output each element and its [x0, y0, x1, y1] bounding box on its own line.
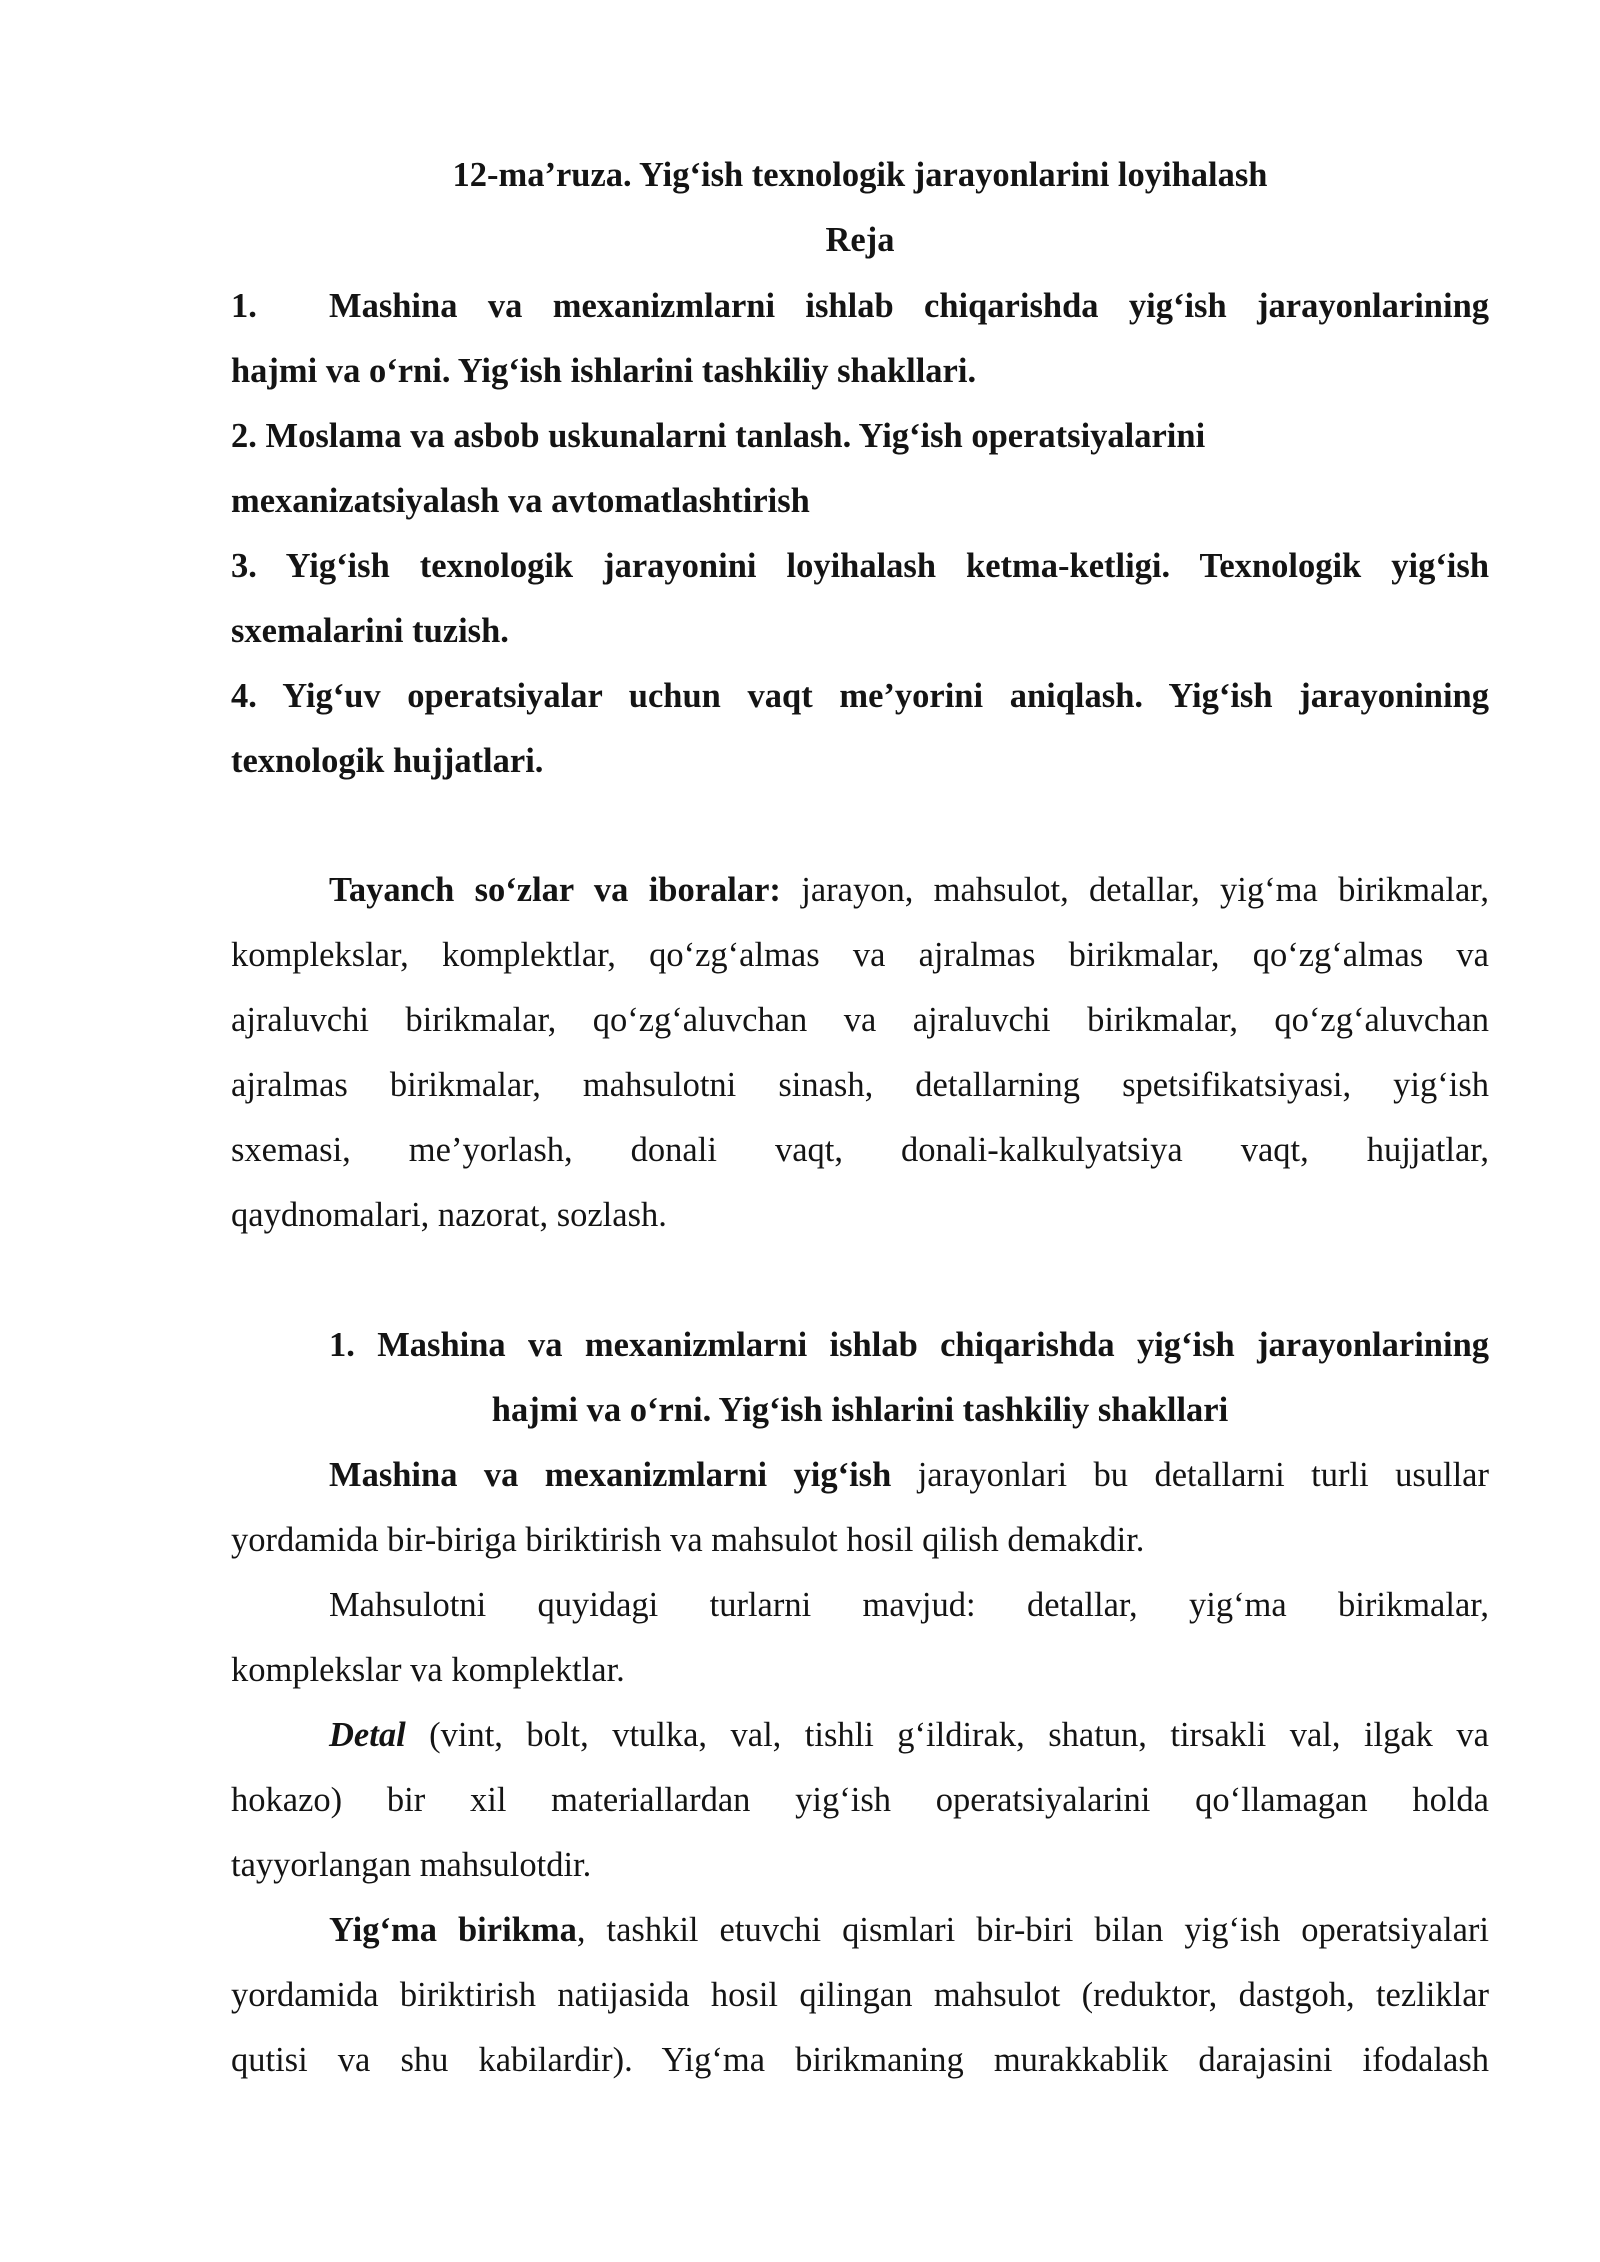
paragraph-1-text: jarayonlari bu detallarni turli usullar: [891, 1456, 1489, 1494]
plan-item-1-line-2: hajmi va o‘rni. Yig‘ish ishlarini tashkiliy shakllari.: [231, 352, 977, 390]
paragraph-2-line-2: komplekslar va komplektlar.: [231, 1651, 625, 1689]
plan-item-4-line-1: 4. Yig‘uv operatsiyalar uchun vaqt me’yorini aniqlash. Yig‘ish jarayonining: [231, 677, 1489, 715]
plan-item-2-line-2: mexanizatsiyalash va avtomatlashtirish: [231, 482, 810, 520]
paragraph-2-line-1: Mahsulotni quyidagi turlarni mavjud: detallar, yig‘ma birikmalar,: [329, 1586, 1489, 1624]
paragraph-1-line-1: [231, 1455, 1489, 1495]
keywords-line-3: ajraluvchi birikmalar, qo‘zg‘aluvchan va ajraluvchi birikmalar, qo‘zg‘aluvchan: [231, 1001, 1489, 1039]
plan-heading: Reja: [825, 221, 895, 259]
keywords-line-2: komplekslar, komplektlar, qo‘zg‘almas va ajralmas birikmalar, qo‘zg‘almas va: [231, 936, 1489, 974]
paragraph-1-term: Mashina va mexanizmlarni yig‘ish: [329, 1456, 892, 1494]
plan-item-1-number: 1.: [231, 287, 257, 325]
paragraph-3-line-1: [231, 1715, 1489, 1755]
document-title: 12-ma’ruza. Yig‘ish texnologik jarayonlarini loyihalash: [452, 156, 1268, 194]
paragraph-3-line-2: hokazo) bir xil materiallardan yig‘ish operatsiyalarini qo‘llamagan holda: [231, 1781, 1489, 1819]
paragraph-3-text: (vint, bolt, vtulka, val, tishli g‘ildirak, shatun, tirsakli val, ilgak va: [405, 1716, 1489, 1754]
keywords-line-1: [231, 870, 1489, 910]
plan-item-1-line-1: [231, 286, 1489, 326]
plan-item-4-line-2: texnologik hujjatlari.: [231, 742, 544, 780]
paragraph-4-line-2: yordamida biriktirish natijasida hosil qilingan mahsulot (reduktor, dastgoh, tezliklar: [231, 1976, 1489, 2014]
paragraph-1-line-2: yordamida bir-biriga biriktirish va mahsulot hosil qilish demakdir.: [231, 1521, 1145, 1559]
section-1-heading-line-1: 1. Mashina va mexanizmlarni ishlab chiqarishda yig‘ish jarayonlarining: [329, 1326, 1489, 1364]
keywords-line-6: qaydnomalari, nazorat, sozlash.: [231, 1196, 667, 1234]
keywords-line-4: ajralmas birikmalar, mahsulotni sinash, detallarning spetsifikatsiyasi, yig‘ish: [231, 1066, 1489, 1104]
paragraph-4-line-1: [231, 1910, 1489, 1950]
plan-item-1-text: Mashina va mexanizmlarni ishlab chiqarishda yig‘ish jarayonlarining: [329, 287, 1489, 325]
paragraph-3-term: Detal: [329, 1716, 406, 1754]
keywords-label: Tayanch so‘zlar va iboralar:: [329, 871, 781, 909]
paragraph-4-line-3: qutisi va shu kabilardir). Yig‘ma birikmaning murakkablik darajasini ifodalash: [231, 2041, 1489, 2079]
paragraph-4-text: , tashkil etuvchi qismlari bir-biri bilan yig‘ish operatsiyalari: [576, 1911, 1489, 1949]
plan-item-3-line-2: sxemalarini tuzish.: [231, 612, 509, 650]
keywords-text: jarayon, mahsulot, detallar, yig‘ma birikmalar,: [780, 871, 1490, 909]
paragraph-4-term: Yig‘ma birikma: [329, 1911, 577, 1949]
paragraph-3-line-3: tayyorlangan mahsulotdir.: [231, 1846, 592, 1884]
plan-item-3-line-1: 3. Yig‘ish texnologik jarayonini loyihalash ketma-ketligi. Texnologik yig‘ish: [231, 547, 1489, 585]
plan-item-2-line-1: 2. Moslama va asbob uskunalarni tanlash. Yig‘ish operatsiyalarini: [231, 417, 1206, 455]
keywords-line-5: sxemasi, me’yorlash, donali vaqt, donali-kalkulyatsiya vaqt, hujjatlar,: [231, 1131, 1489, 1169]
section-1-heading-line-2: hajmi va o‘rni. Yig‘ish ishlarini tashkiliy shakllari: [491, 1391, 1229, 1429]
